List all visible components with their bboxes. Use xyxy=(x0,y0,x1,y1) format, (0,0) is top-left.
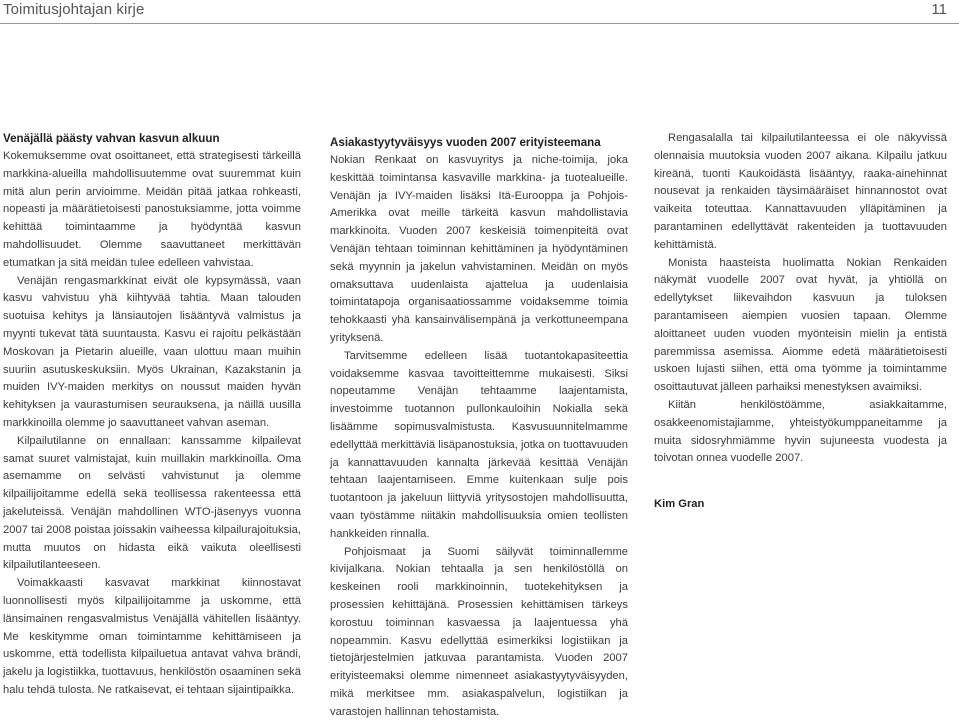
text-column-1 xyxy=(3,130,301,700)
page-number: 11 xyxy=(931,1,947,18)
header-divider xyxy=(0,23,959,24)
text-column-2 xyxy=(330,134,628,722)
page-header xyxy=(0,0,959,30)
paragraph: Voimakkaasti kasvavat markkinat kiinnostavat luonnollisesti myös kilpailijoitamme ja uskomme, että länsimainen rengasvalmistus Venäjällä vähitellen lisääntyy. Me keskitymme oman toimintamme kehittämiseen ja uskomme, että todellista kilpailuetua antavat vahva brändi, jakelu ja logistiikka, tuottavuus, henkilöstön osaaminen sekä halu tehdä tulosta. Ne ratkaisevat, ei tehtaan sijaintipaikka. xyxy=(3,577,301,696)
paragraph: Monista haasteista huolimatta Nokian Renkaiden näkymät vuodelle 2007 ovat hyvät, ja yhtiöllä on edellytykset liikevaihdon kasvuun ja tuloksen parantamiseen aiempien vuosien tapaan. Olemme aloittaneet uuden vuoden myönteisin mielin ja entistä paremmissa asemissa. Aiomme edetä määrätietoisesti uskoen lujasti siihen, että oma työmme ja toimintamme osoittautuvat jälleen parhaiksi menestyksen avaimiksi. xyxy=(654,256,947,394)
section-heading: Asiakastyytyväisyys vuoden 2007 erityisteemana xyxy=(330,136,601,149)
paragraph: Venäjän rengasmarkkinat eivät ole kypsymässä, vaan kasvu vahvistuu yhä kiihtyvää tahtia. Maan talouden suotuisa kehitys ja länsiautojen lisääntyvä valmistus ja myynti tukevat tätä suuntausta. Kasvu ei rajoitu pelkästään Moskovan ja Pietarin alueille, vaan ulottuu maan muihin suuriin asutuskeskuksiin. Myös Ukrainan, Kazakstanin ja muiden IVY-maiden merkitys on noussut maiden hyvän kehityksen ja vaurastumisen seurauksena, ja näillä uusilla markkinoilla olemme jo saavuttaneet vahvan aseman. xyxy=(3,274,301,429)
paragraph: Pohjoismaat ja Suomi säilyvät toiminnallemme kivijalkana. Nokian tehtaalla ja sen henkilöstöllä on keskeinen rooli markkinoinnin, tuotekehityksen ja prosessien kehittäjänä. Prosessien kehittämisen tärkeys korostuu toiminnan kasvaessa ja laajentuessa yhä nopeammin. Kasvu edellyttää esimerkiksi logistiikan ja tietojärjestelmien jatkuvaa parantamista. Vuoden 2007 erityisteemaksi olemme nimenneet asiakastyytyväisyyden, mikä merkitsee mm. asiakaspalvelun, logistiikan ja varastojen hallinnan tehostamista. xyxy=(330,545,628,718)
paragraph: Tarvitsemme edelleen lisää tuotantokapasiteettia voidaksemme kasvaa tavoitteittemme mukaisesti. Siksi nopeutamme Venäjän tehtaamme laajentamista, investoimme tuotannon pullonkauloihin Nokialla sekä lisäämme sopimusvalmistusta. Kasvusuunnitelmamme edellyttää merkittäviä lisäpanostuksia, jotka on tuottavuuden ja kannattavuuden kannalta järkevää kesittää Venäjän tehtaan laajentamiseen. Emme kuitenkaan sulje pois tuotantoon ja jakeluun liittyviä yritysostojen mahdollisuutta, vaan työstämme niitäkin mahdollisuuksia omien teollisten hankkeiden rinnalla. xyxy=(330,349,628,540)
paragraph: Rengasalalla tai kilpailutilanteessa ei ole näkyvissä olennaisia muutoksia vuoden 2007 aikana. Kilpailu jatkuu kireänä, tuonti Kaukoidästä lisääntyy, raaka-ainehinnat nousevat ja renkaiden täysimääräiset hinnannostot ovat vaikeita toteuttaa. Kannattavuuden ylläpitäminen ja parantaminen edellyttävät rakenteiden ja tuottavuuden kehittämistä. xyxy=(654,132,947,251)
paragraph: Kokemuksemme ovat osoittaneet, että strategisesti tärkeillä markkina-alueilla mahdollisuutemme ovat suuremmat kuin mitä alun perin arvioimme. Meidän pitää jatkaa rohkeasti, nopeasti ja määrätietoisesti panostuksiamme, jotta voimme kehittää toimintaamme ja hyödyntää kasvun mahdollisuudet. Olemme saavuttaneet merkittävän etumatkan ja sitä meidän tulee edelleen vahvistaa. xyxy=(3,150,301,269)
signature: Kim Gran xyxy=(654,498,705,511)
paragraph: Nokian Renkaat on kasvuyritys ja niche-toimija, joka keskittää toimintansa kasvaville markkina- ja tuotealueille. Venäjän ja IVY-maiden lisäksi Itä-Eurooppa ja Pohjois-Amerikka ovat meille tärkeitä kasvun mahdollistavia markkinoita. Vuoden 2007 keskeisiä toimenpiteitä ovat Venäjän tehtaan toiminnan kehittäminen ja hyödyntäminen sekä myynnin ja jakelun vahvistaminen. Meidän on myös omaksuttava uudenlaista ajattelua ja uudenlaisia toimintatapoja organisaatiossamme voidaksemme toimia tehokkaasti yhä kansainvälisempänä ja verkottuneempana yrityksenä. xyxy=(330,154,628,344)
text-column-3 xyxy=(654,130,947,514)
paragraph: Kiitän henkilöstöämme, asiakkaitamme, osakkeenomistajiamme, yhteistyökumppaneitamme ja muita sidosryhmiämme hyvin sujuneesta vuodesta ja toivotan onnea vuodelle 2007. xyxy=(654,398,947,465)
running-title: Toimitusjohtajan kirje xyxy=(3,1,145,18)
section-heading: Venäjällä päästy vahvan kasvun alkuun xyxy=(3,132,220,145)
paragraph: Kilpailutilanne on ennallaan: kanssamme kilpailevat samat suuret valmistajat, kuin muillakin markkinoilla. Oma asemamme on selvästi vahvistunut ja olemme kilpailijoitamme edellä sekä teollisessa rakenteessa että jakeluteissä. Venäjän mahdollinen WTO-jäsenyys vuonna 2007 tai 2008 poistaa joissakin vaiheessa kilpailurajoituksia, mutta muutos on hidasta eikä vaikuta oleellisesti kilpailutilanteeseen. xyxy=(3,434,301,572)
